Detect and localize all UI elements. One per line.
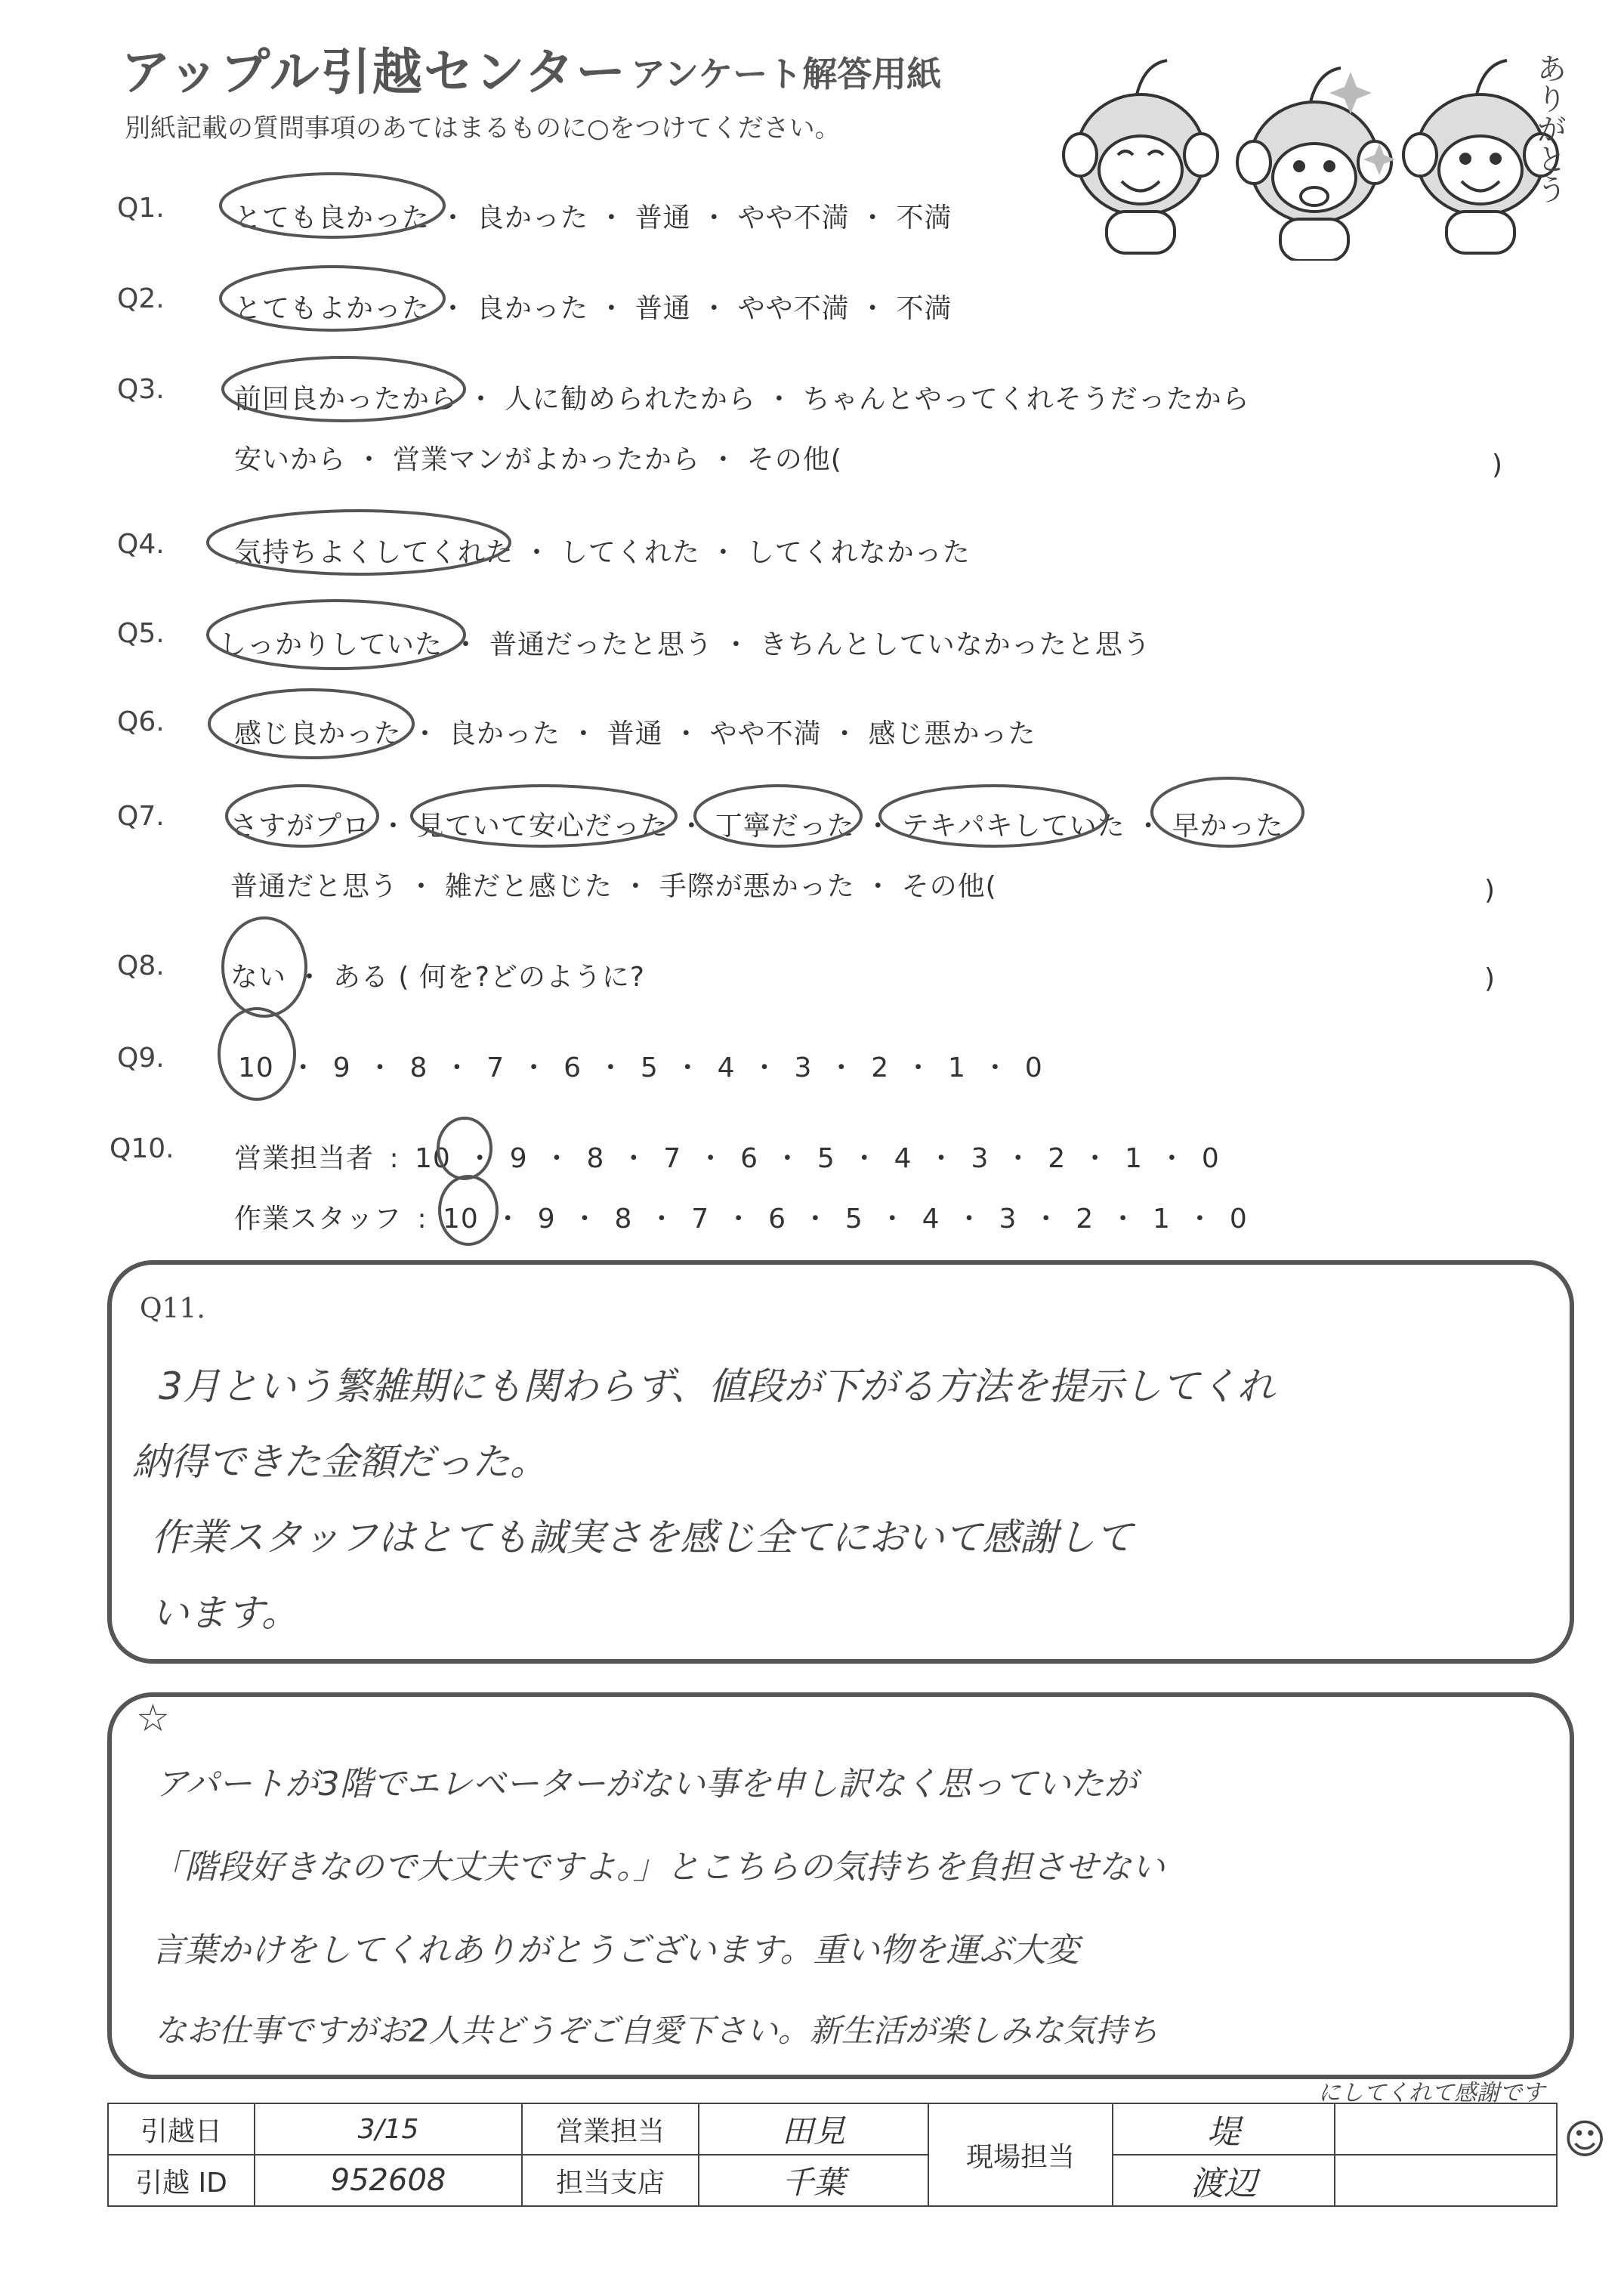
q2-number: Q2. xyxy=(117,283,165,314)
q6-options: 感じ良かった ・ 良かった ・ 普通 ・ やや不満 ・ 感じ悪かった xyxy=(234,718,1036,749)
q7-options-line2: 普通だと思う ・ 雑だと感じた ・ 手際が悪かった ・ その他( xyxy=(230,871,997,902)
q9-selection-circle xyxy=(219,1009,295,1099)
q7-selection-circle-5 xyxy=(1152,778,1303,846)
branch-value: 千葉 xyxy=(699,2155,928,2206)
q7-close-paren: ) xyxy=(1484,875,1496,906)
q11-line-4: います。 xyxy=(151,1591,299,1635)
star-line-1: アパートが3階でエレベーターがない事を申し訳なく思っていたが xyxy=(155,1765,1138,1803)
q10-number: Q10. xyxy=(110,1133,174,1164)
q7-selection-circle-3 xyxy=(695,786,861,846)
q11-label: Q11. xyxy=(140,1293,205,1324)
q8-options: ない ・ ある ( 何を?どのように? xyxy=(230,962,646,993)
footer-table xyxy=(107,2103,1558,2207)
q7-number: Q7. xyxy=(117,801,165,832)
q11-line-2: 納得できた金額だった。 xyxy=(132,1440,548,1484)
empty-cell-2 xyxy=(1335,2155,1557,2206)
empty-cell-1 xyxy=(1335,2103,1557,2155)
q5-selection-circle xyxy=(208,601,465,669)
q1-number: Q1. xyxy=(117,193,165,224)
q6-selection-circle xyxy=(209,690,413,758)
q1-selection-circle xyxy=(221,174,444,237)
q9-scale: 10 ・ 9 ・ 8 ・ 7 ・ 6 ・ 5 ・ 4 ・ 3 ・ 2 ・ 1 ・ 0 xyxy=(238,1052,1043,1083)
q3-number: Q3. xyxy=(117,374,165,405)
site-rep-value-1: 堤 xyxy=(1113,2103,1335,2155)
q8-selection-circle xyxy=(223,918,306,1016)
q7-selection-circle-4 xyxy=(880,786,1107,846)
move-date-value: 3/15 xyxy=(255,2103,522,2155)
q4-number: Q4. xyxy=(117,529,165,560)
q4-options: 気持ちよくしてくれた ・ してくれた ・ してくれなかった xyxy=(234,537,971,568)
site-rep-label: 現場担当 xyxy=(928,2103,1113,2206)
q6-number: Q6. xyxy=(117,706,165,737)
star-line-4: なお仕事ですがお2人共どうぞご自愛下さい。新生活が楽しみな気持ち xyxy=(155,2012,1159,2049)
q9-number: Q9. xyxy=(117,1043,165,1074)
q3-close-paren: ) xyxy=(1492,450,1503,481)
form-subtitle: アンケート解答用紙 xyxy=(631,54,942,94)
q10-sales-scale: 営業担当者 : 10 ・ 9 ・ 8 ・ 7 ・ 6 ・ 5 ・ 4 ・ 3 ・ 2 ・ 1 ・ 0 xyxy=(234,1143,1220,1174)
company-title: アップル引越センター xyxy=(121,43,628,101)
q11-line-1: 3月という繁雑期にも関わらず、値段が下がる方法を提示してくれ xyxy=(159,1364,1275,1408)
q10-sales-selection-circle xyxy=(438,1118,491,1179)
star-line-5: にしてくれて感謝です xyxy=(1318,2080,1545,2106)
q1-options: とても良かった ・ 良かった ・ 普通 ・ やや不満 ・ 不満 xyxy=(234,202,952,233)
instruction-text: 別紙記載の質問事項のあてはまるものに○をつけてください。 xyxy=(125,113,841,144)
star-line-2: 「階段好きなので大丈夫ですよ。」とこちらの気持ちを負担させない xyxy=(151,1848,1165,1887)
thank-you-vertical-text: ありがとう xyxy=(1532,53,1567,204)
star-icon: ☆ xyxy=(136,1696,170,1740)
star-line-3: 言葉かけをしてくれありがとうございます。重い物を運ぶ大変 xyxy=(151,1931,1079,1970)
q8-close-paren: ) xyxy=(1484,963,1496,994)
site-rep-value-2: 渡辺 xyxy=(1113,2155,1335,2206)
q7-selection-circle-1 xyxy=(227,786,378,846)
q4-selection-circle xyxy=(208,511,510,574)
q2-selection-circle xyxy=(221,267,444,330)
q7-selection-circle-2 xyxy=(412,786,676,846)
q5-options: しっかりしていた ・ 普通だったと思う ・ きちんとしていなかったと思う xyxy=(219,629,1151,660)
sales-rep-label: 営業担当 xyxy=(522,2103,699,2155)
q5-number: Q5. xyxy=(117,618,165,649)
q11-line-3: 作業スタッフはとても誠実さを感じ全てにおいて感謝して xyxy=(151,1516,1133,1559)
q3-selection-circle xyxy=(223,357,465,421)
move-date-label: 引越日 xyxy=(108,2103,255,2155)
move-id-value: 952608 xyxy=(255,2155,522,2206)
smiley-icon: ☺ xyxy=(1564,2115,1607,2163)
move-id-label: 引越 ID xyxy=(108,2155,255,2206)
q10-staff-selection-circle xyxy=(440,1176,497,1244)
sales-rep-value: 田見 xyxy=(699,2103,928,2155)
q2-options: とてもよかった ・ 良かった ・ 普通 ・ やや不満 ・ 不満 xyxy=(234,293,952,324)
q10-staff-scale: 作業スタッフ : 10 ・ 9 ・ 8 ・ 7 ・ 6 ・ 5 ・ 4 ・ 3 ・ 2 ・ 1 ・ 0 xyxy=(234,1204,1248,1235)
q3-options-line2: 安いから ・ 営業マンがよかったから ・ その他( xyxy=(234,444,842,475)
branch-label: 担当支店 xyxy=(522,2155,699,2206)
q7-options-line1: さすがプロ ・ 見ていて安心だった ・ 丁寧だった ・ テキパキしていた ・ 早かった xyxy=(230,811,1284,842)
q8-number: Q8. xyxy=(117,950,165,981)
q3-options-line1: 前回良かったから ・ 人に勧められたから ・ ちゃんとやってくれそうだったから xyxy=(234,384,1250,415)
